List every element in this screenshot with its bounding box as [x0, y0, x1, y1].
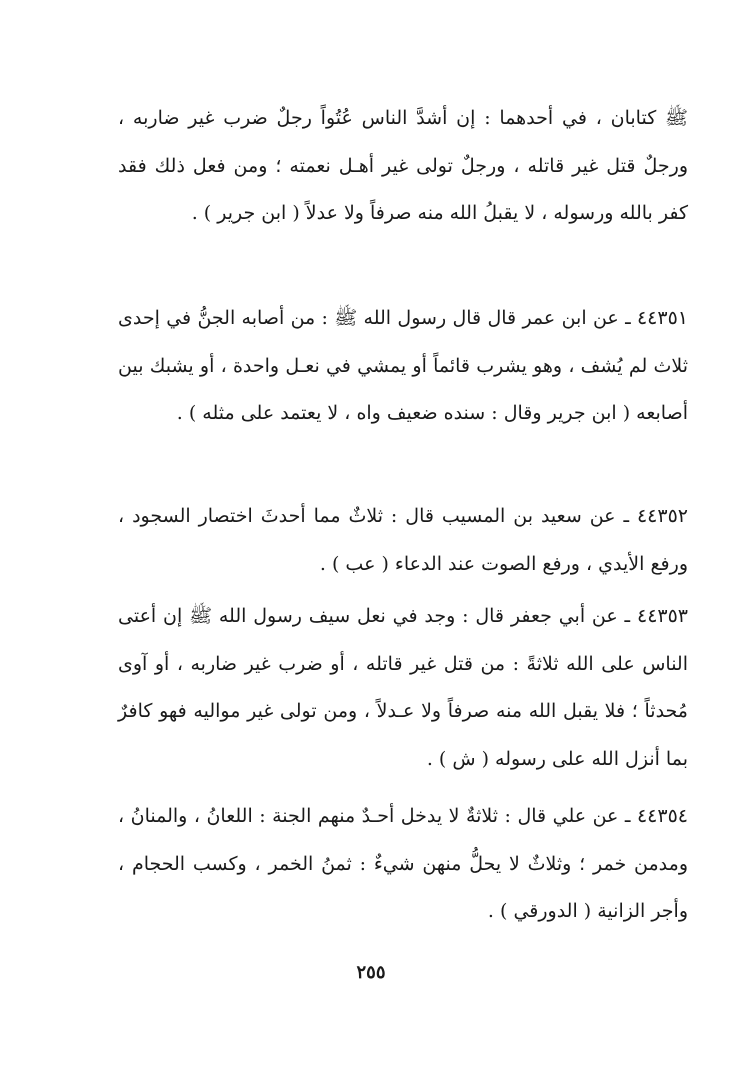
page-number: ٢٥٥ [356, 962, 386, 983]
paragraph-text: ـ عن ابن عمر قال قال رسول الله ﷺ : من أصابه الجنُّ في إحدى ثلاث لم يُشف ، وهو يشرب قائماً أو يمشي في نعـل واحدة ، أو يشبك بين أصابعه ( ابن جرير وقال : سنده ضعيف واه ، لا يعتمد على مثله ) . [118, 307, 688, 424]
paragraph-44354 [118, 793, 688, 936]
paragraph-number: ٤٤٣٥٣ [636, 605, 689, 627]
paragraph-text: ـ عن علي قال : ثلاثةٌ لا يدخل أحـدٌ منهم الجنة : اللعانُ ، والمنانُ ، ومدمن خمر ؛ وثلاثٌ لا يحلُّ منهن شيءٌ : ثمنُ الخمر ، وكسب الحجام ، وأجر الزانية ( الدورقي ) . [118, 805, 688, 922]
paragraph-number: ٤٤٣٥١ [636, 307, 688, 329]
paragraph-number: ٤٤٣٥٢ [636, 505, 688, 527]
paragraph-continuation [118, 95, 688, 238]
paragraph-44351 [118, 295, 688, 438]
paragraph-44352 [118, 493, 688, 588]
paragraph-number: ٤٤٣٥٤ [636, 805, 688, 827]
paragraph-text: ـ عن أبي جعفر قال : وجد في نعل سيف رسول الله ﷺ إن أعتى الناس على الله ثلاثةً : من قتل غير قاتله ، أو ضرب غير ضاربه ، أو آوى مُحدثاً ؛ فلا يقبل الله منه صرفاً ولا عـدلاً ، ومن تولى غير مواليه فهو كافرٌ بما أنزل الله على رسوله ( ش ) . [118, 605, 688, 770]
paragraph-44353 [118, 593, 688, 783]
paragraph-text: ـ عن سعيد بن المسيب قال : ثلاثٌ مما أحدثَ اختصار السجود ، ورفع الأيدي ، ورفع الصوت عند الدعاء ( عب ) . [118, 505, 688, 575]
paragraph-text: ﷺ كتابان ، في أحدهما : إن أشدَّ الناس عُتُواً رجلٌ ضرب غير ضاربه ، ورجلٌ قتل غير قاتله ، ورجلٌ تولى غير أهـل نعمته ؛ ومن فعل ذلك فقد كفر بالله ورسوله ، لا يقبلُ الله منه صرفاً ولا عدلاً ( ابن جرير ) . [118, 107, 688, 224]
